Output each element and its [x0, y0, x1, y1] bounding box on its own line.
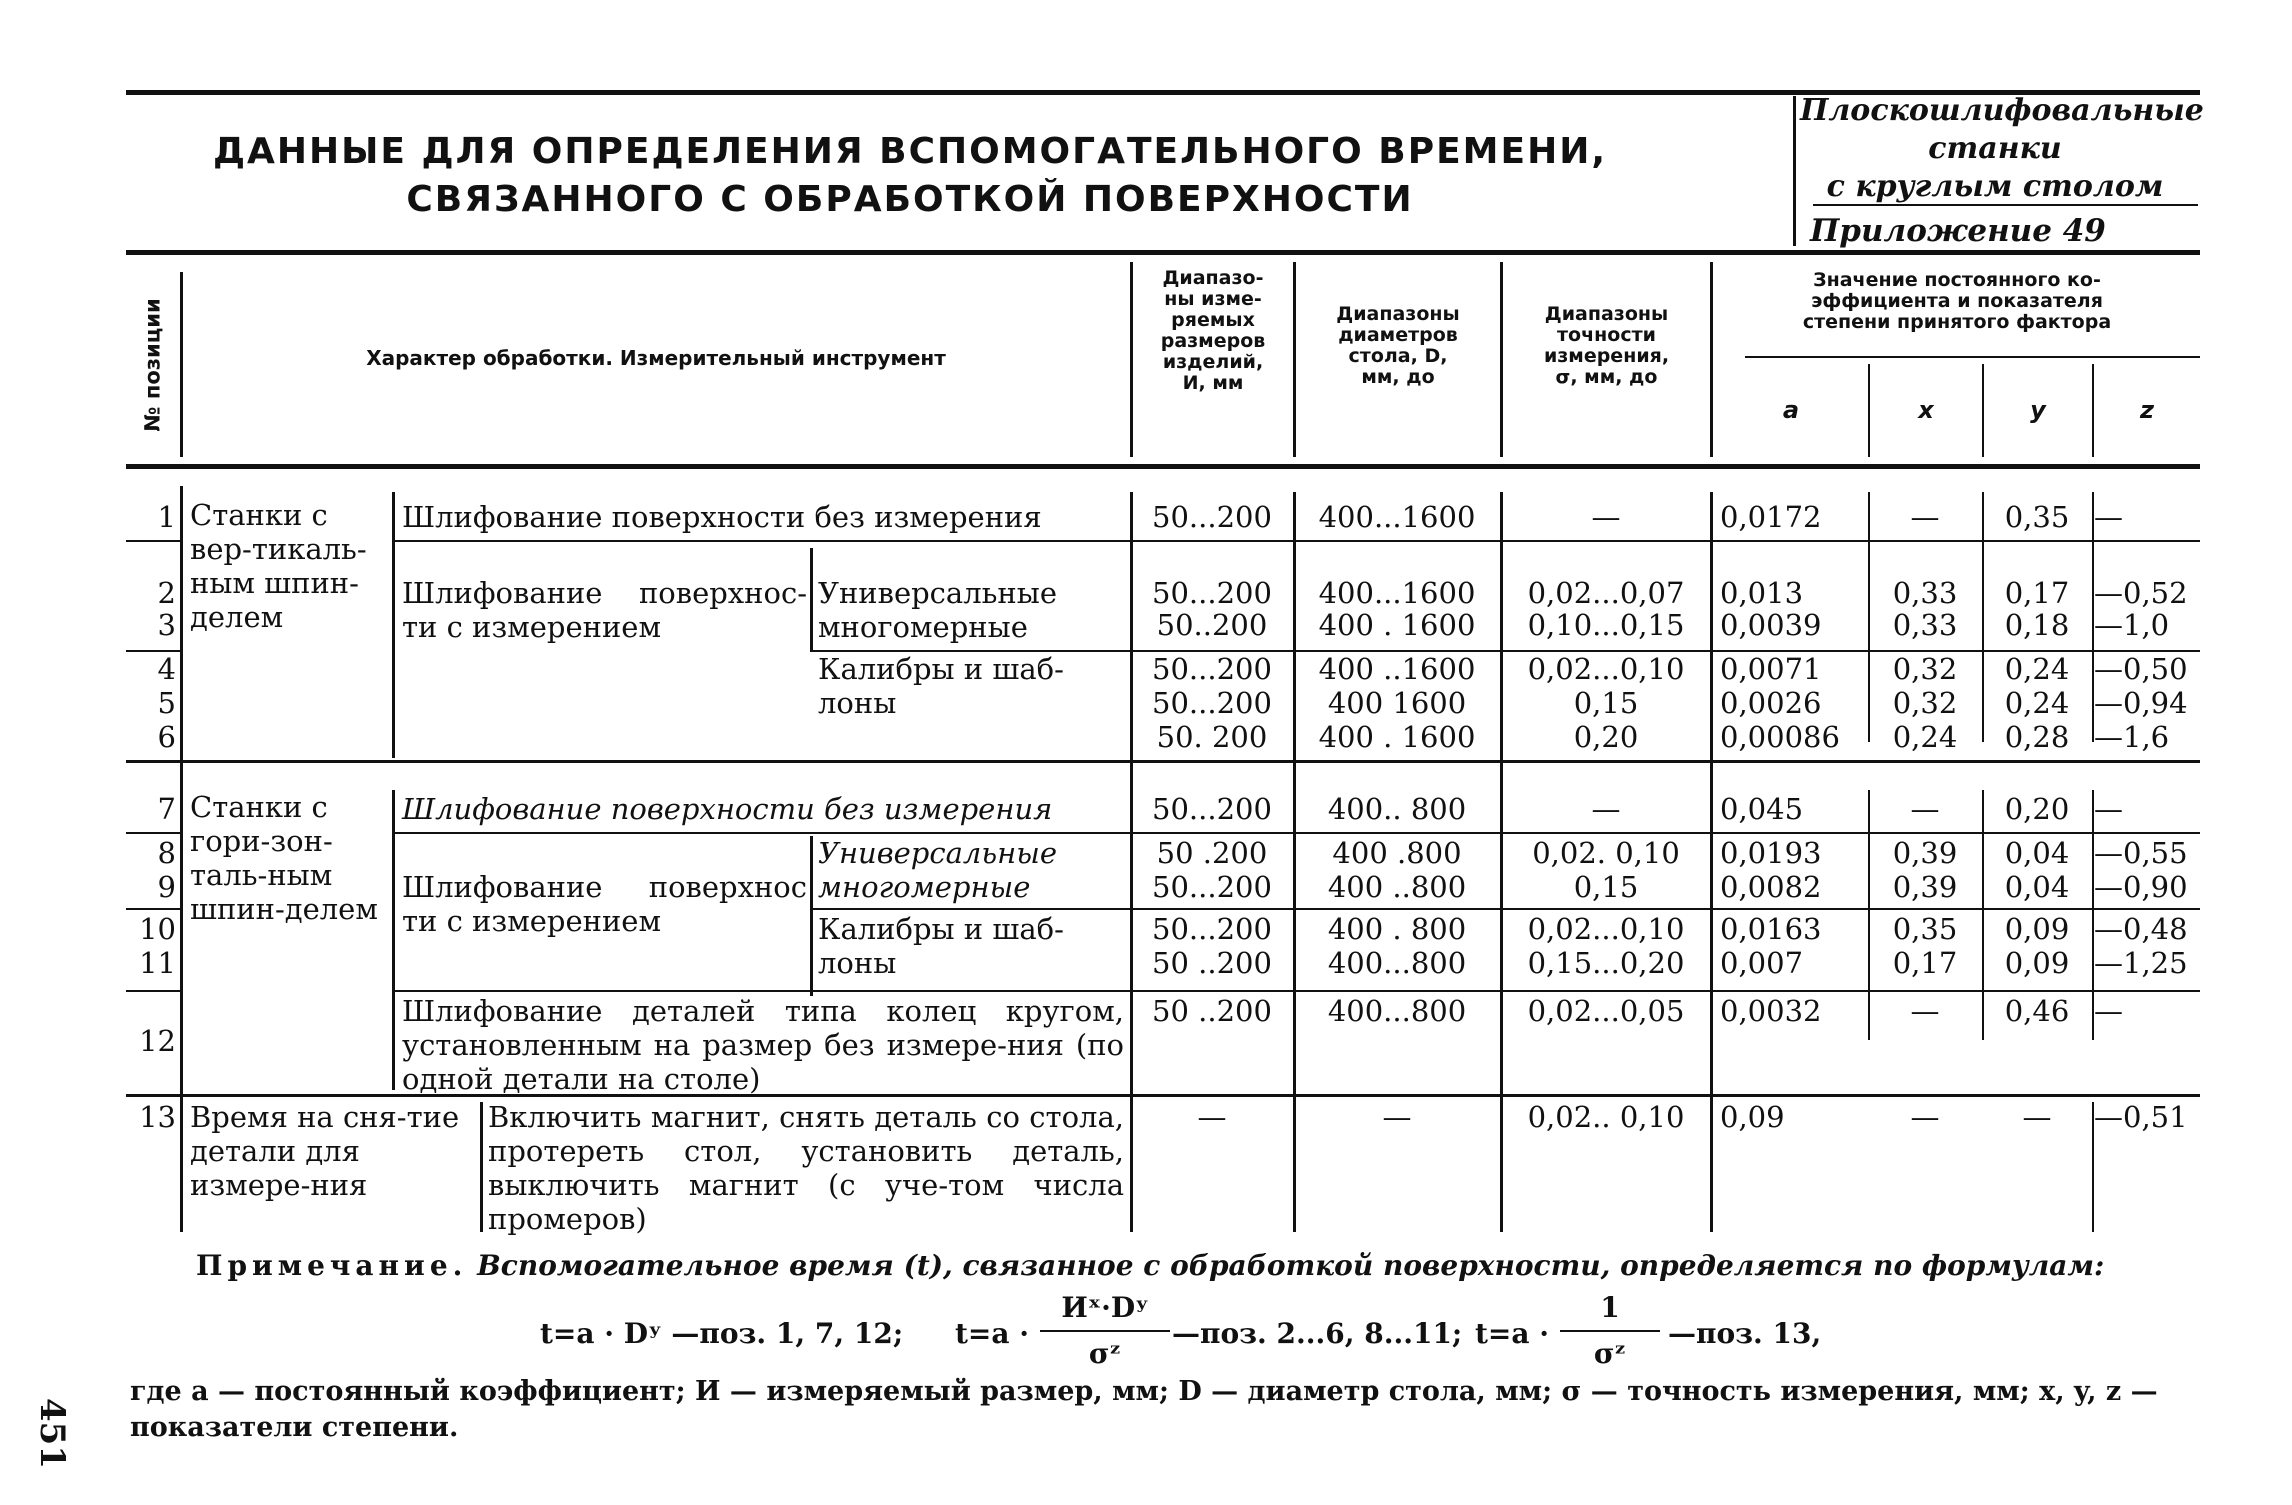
cell-z: —0,52: [2094, 576, 2188, 610]
machine-type-box: [1800, 92, 2204, 206]
cell-a: 0,013: [1720, 576, 1804, 610]
row-number: 13: [139, 1100, 176, 1134]
header-accuracy-line: Диапазоны: [1544, 303, 1669, 325]
cell-a: 0,0032: [1720, 994, 1822, 1028]
group-removal-label: Время на сня-тие детали для измере-ния: [190, 1100, 460, 1202]
row-rule: [392, 990, 2200, 992]
header-accuracy-line: точности: [1557, 324, 1656, 346]
cell-size: 50..200: [1156, 608, 1268, 642]
header-character: Характер обработки. Измерительный инструмент: [366, 346, 946, 370]
row-number: 2: [157, 576, 176, 610]
cell-a: 0,007: [1720, 946, 1804, 980]
header-accuracy-line: σ, мм, до: [1555, 366, 1658, 388]
cell-a: 0,09: [1720, 1100, 1785, 1134]
op-no-measure-v: Шлифование поверхности без измерения: [402, 500, 1042, 534]
cell-y: 0,20: [2004, 792, 2070, 826]
row-rule: [126, 832, 180, 834]
header-vline: [1293, 262, 1296, 457]
op-with-measure-v: Шлифование поверхнос-ти с измерением: [402, 576, 807, 644]
header-vline: [1500, 262, 1503, 457]
coef-header-rule: [1745, 356, 2200, 358]
row-number: 7: [157, 792, 176, 826]
header-diameters-line: мм, до: [1361, 366, 1435, 388]
op-with-measure-h: Шлифование поверхнос ти с измерением: [402, 870, 807, 938]
cell-z: —0,90: [2094, 870, 2188, 904]
cell-diameter: 400 . 1600: [1318, 608, 1476, 642]
cell-z: —: [2094, 500, 2123, 534]
cell-diameter: 400 1600: [1327, 686, 1467, 720]
tool-universal-v: Универсальные многомерные: [818, 576, 1057, 644]
row-number: 6: [157, 720, 176, 754]
op-no-measure-h: Шлифование поверхности без измерения: [402, 792, 1053, 826]
cell-a: 0,0193: [1720, 836, 1822, 870]
cell-accuracy: 0,02...0,05: [1527, 994, 1685, 1028]
header-diameters-line: Диапазоны: [1336, 303, 1460, 325]
cell-size: 50...200: [1152, 792, 1272, 826]
cell-diameter: 400...1600: [1318, 576, 1476, 610]
header-coef-line: эффициента и показателя: [1811, 290, 2103, 312]
appendix-label: Приложение 49: [1810, 213, 2106, 249]
body-vline: [1500, 492, 1503, 1232]
note-text: Вспомогательное время (t), связанное с обработкой поверхности, определяется по формулам:: [477, 1249, 2105, 1282]
body-vline-pos: [180, 486, 183, 1232]
cell-x: 0,32: [1892, 686, 1958, 720]
cell-diameter: 400.. 800: [1327, 792, 1467, 826]
header-a: a: [1782, 396, 1800, 424]
row-rule: [392, 540, 2200, 542]
cell-y: 0,09: [2004, 912, 2070, 946]
cell-z: —: [2094, 792, 2123, 826]
header-top-rule: [126, 250, 2200, 255]
machine-type-line-3: с круглым столом: [1826, 169, 2164, 204]
cell-z: —1,6: [2094, 720, 2170, 754]
cell-a: 0,045: [1720, 792, 1804, 826]
body-vline: [1293, 492, 1296, 1232]
header-vline: [180, 272, 183, 457]
cell-size: 50...200: [1152, 686, 1272, 720]
cell-accuracy: 0,02...0,07: [1527, 576, 1685, 610]
note-where: где a — постоянный коэффициент; И — измеряемый размер, мм; D — диаметр стола, мм; σ — точность измерения, мм; x, y, z —: [130, 1376, 2158, 1407]
cell-y: 0,35: [2004, 500, 2070, 534]
cell-diameter: 400...800: [1327, 994, 1467, 1028]
title-line-1: ДАННЫЕ ДЛЯ ОПРЕДЕЛЕНИЯ ВСПОМОГАТЕЛЬНОГО ВРЕМЕНИ,: [212, 131, 1608, 172]
cell-x: —: [1910, 792, 1940, 826]
cell-a: 0,0039: [1720, 608, 1822, 642]
formula-2-bar: [1040, 1330, 1170, 1332]
row-rule: [126, 540, 180, 542]
body-vline: [810, 548, 813, 650]
header-sizes-line: ряемых: [1171, 309, 1255, 331]
row-number: 3: [157, 608, 176, 642]
cell-accuracy: 0,02...0,10: [1527, 652, 1685, 686]
note-label: Примечание.: [196, 1249, 468, 1282]
header-z: z: [2140, 396, 2154, 424]
row-number: 4: [157, 652, 176, 686]
cell-size: 50...200: [1152, 576, 1272, 610]
body-vline: [1710, 492, 1713, 1232]
formula-3-bar: [1560, 1330, 1660, 1332]
cell-a: 0,0026: [1720, 686, 1822, 720]
cell-z: —0,48: [2094, 912, 2188, 946]
cell-y: 0,18: [2004, 608, 2070, 642]
header-y: y: [2030, 396, 2046, 424]
row-rule: [126, 990, 180, 992]
formula-2-post: —поз. 2...6, 8...11;: [1172, 1317, 1463, 1350]
cell-a: 0,0071: [1720, 652, 1822, 686]
cell-y: 0,28: [2004, 720, 2070, 754]
cell-x: 0,33: [1892, 576, 1958, 610]
cell-x: 0,39: [1892, 870, 1958, 904]
body-vline: [810, 836, 813, 996]
body-vline: [392, 492, 395, 758]
group-rule: [126, 760, 2200, 763]
cell-diameter: —: [1382, 1100, 1412, 1134]
cell-size: 50...200: [1152, 870, 1272, 904]
row-number: 1: [157, 500, 176, 534]
row-number: 10: [139, 912, 176, 946]
note-line: [196, 1248, 2186, 1284]
cell-diameter: 400 ..800: [1327, 870, 1467, 904]
header-coef: [1714, 270, 2200, 333]
cell-accuracy: —: [1591, 500, 1621, 534]
cell-diameter: 400 .800: [1332, 836, 1462, 870]
header-sizes-line: размеров: [1160, 330, 1266, 352]
header-pos: № позиции: [141, 297, 165, 432]
header-pos-cell: [126, 272, 180, 457]
cell-a: 0,0082: [1720, 870, 1822, 904]
cell-y: 0,04: [2004, 870, 2070, 904]
cell-y: 0,17: [2004, 576, 2070, 610]
cell-z: —1,25: [2094, 946, 2188, 980]
formula-2-pre: t=a ·: [955, 1317, 1030, 1350]
header-sizes-line: Диапазо-: [1162, 267, 1264, 289]
cell-accuracy: 0,02...0,10: [1527, 912, 1685, 946]
cell-z: —: [2094, 994, 2123, 1028]
sidebox-underline: [1813, 204, 2198, 206]
cell-size: 50. 200: [1156, 720, 1268, 754]
cell-a: 0,0172: [1720, 500, 1822, 534]
body-vline: [392, 790, 395, 1090]
header-sizes-line: И, мм: [1182, 372, 1244, 394]
note-where-2: показатели степени.: [130, 1412, 459, 1443]
cell-y: 0,24: [2004, 686, 2070, 720]
tool-gauges-h: Калибры и шаб-лоны: [818, 912, 1064, 980]
cell-size: 50 .200: [1156, 836, 1268, 870]
cell-accuracy: 0,10...0,15: [1527, 608, 1685, 642]
cell-z: —0,50: [2094, 652, 2188, 686]
cell-x: 0,32: [1892, 652, 1958, 686]
page-title: [170, 128, 1650, 224]
cell-size: 50...200: [1152, 912, 1272, 946]
cell-x: 0,35: [1892, 912, 1958, 946]
tool-universal-h: Универсальные многомерные: [818, 836, 1058, 904]
cell-size: 50...200: [1152, 652, 1272, 686]
cell-x: 0,17: [1892, 946, 1958, 980]
cell-size: 50 ..200: [1152, 994, 1272, 1028]
formula-3-den: σᶻ: [1593, 1337, 1627, 1370]
cell-diameter: 400...1600: [1318, 500, 1476, 534]
cell-diameter: 400 ..1600: [1318, 652, 1476, 686]
cell-y: 0,24: [2004, 652, 2070, 686]
cell-accuracy: 0,02. 0,10: [1532, 836, 1680, 870]
op-magnet: Включить магнит, снять деталь со стола, протереть стол, установить деталь, выключить магнит (с уче-том числа промеров): [488, 1100, 1124, 1236]
cell-z: —0,51: [2094, 1100, 2188, 1134]
cell-x: 0,33: [1892, 608, 1958, 642]
cell-diameter: 400...800: [1327, 946, 1467, 980]
header-bottom-rule: [126, 464, 2200, 469]
cell-size: 50 ..200: [1152, 946, 1272, 980]
top-rule: [126, 90, 2200, 95]
title-line-2: СВЯЗАННОГО С ОБРАБОТКОЙ ПОВЕРХНОСТИ: [406, 179, 1414, 220]
header-diameters: [1297, 304, 1499, 388]
cell-accuracy: 0,20: [1573, 720, 1639, 754]
cell-accuracy: —: [1591, 792, 1621, 826]
group-horizontal-label: Станки с гори-зон-таль-ным шпин-делем: [190, 790, 378, 926]
header-accuracy: [1504, 304, 1709, 388]
formula-3-post: —поз. 13,: [1668, 1317, 1822, 1350]
cell-x: 0,39: [1892, 836, 1958, 870]
cell-diameter: 400 . 800: [1327, 912, 1467, 946]
sidebox-divider: [1793, 96, 1796, 246]
row-rule: [810, 908, 2200, 910]
header-x: x: [1918, 396, 1934, 424]
header-sizes-line: изделий,: [1162, 351, 1264, 373]
cell-x: —: [1910, 1100, 1940, 1134]
formula-2-den: σᶻ: [1088, 1337, 1122, 1370]
cell-y: 0,04: [2004, 836, 2070, 870]
row-number: 11: [139, 946, 176, 980]
cell-z: —1,0: [2094, 608, 2170, 642]
formula-2-num: Иˣ·Dʸ: [1061, 1291, 1149, 1324]
header-coef-line: Значение постоянного ко-: [1813, 269, 2101, 291]
page-number: 451: [32, 1398, 72, 1469]
header-accuracy-line: измерения,: [1543, 345, 1670, 367]
formula-3-pre: t=a ·: [1475, 1317, 1550, 1350]
row-rule: [392, 832, 2200, 834]
cell-a: 0,00086: [1720, 720, 1840, 754]
row-number: 5: [157, 686, 176, 720]
header-diameters-line: стола, D,: [1348, 345, 1448, 367]
machine-type-line-1: Плоскошлифовальные: [1800, 93, 2204, 128]
cell-y: —: [2022, 1100, 2052, 1134]
cell-accuracy: 0,02.. 0,10: [1527, 1100, 1685, 1134]
formula-3-num: 1: [1600, 1291, 1620, 1324]
cell-accuracy: 0,15: [1573, 686, 1639, 720]
body-vline: [480, 1102, 483, 1232]
header-vline: [1130, 262, 1133, 457]
cell-x: —: [1910, 994, 1940, 1028]
header-diameters-line: диаметров: [1338, 324, 1458, 346]
cell-x: —: [1910, 500, 1940, 534]
body-vline: [1130, 492, 1133, 1232]
machine-type-line-2: станки: [1928, 131, 2062, 166]
header-sizes-line: ны изме-: [1164, 288, 1262, 310]
header-coef-line: степени принятого фактора: [1802, 311, 2112, 333]
cell-a: 0,0163: [1720, 912, 1822, 946]
row-number: 9: [157, 870, 176, 904]
cell-accuracy: 0,15: [1573, 870, 1639, 904]
cell-y: 0,46: [2004, 994, 2070, 1028]
row-number: 8: [157, 836, 176, 870]
formula-1: t=a · Dʸ —поз. 1, 7, 12;: [540, 1317, 904, 1350]
cell-size: —: [1197, 1100, 1227, 1134]
cell-z: —0,94: [2094, 686, 2188, 720]
cell-z: —0,55: [2094, 836, 2188, 870]
row-number: 12: [139, 1024, 176, 1058]
cell-accuracy: 0,15...0,20: [1527, 946, 1685, 980]
header-vline: [1710, 262, 1713, 457]
op-rings: Шлифование деталей типа колец кругом, установленным на размер без измере-ния (по одной детали на столе): [402, 994, 1124, 1096]
group-vertical-label: Станки с вер-тикаль-ным шпин-делем: [190, 498, 367, 634]
cell-diameter: 400 . 1600: [1318, 720, 1476, 754]
cell-y: 0,09: [2004, 946, 2070, 980]
tool-gauges-v: Калибры и шаб-лоны: [818, 652, 1064, 720]
row-rule: [126, 908, 180, 910]
cell-size: 50...200: [1152, 500, 1272, 534]
header-sizes: [1134, 268, 1292, 394]
cell-x: 0,24: [1892, 720, 1958, 754]
